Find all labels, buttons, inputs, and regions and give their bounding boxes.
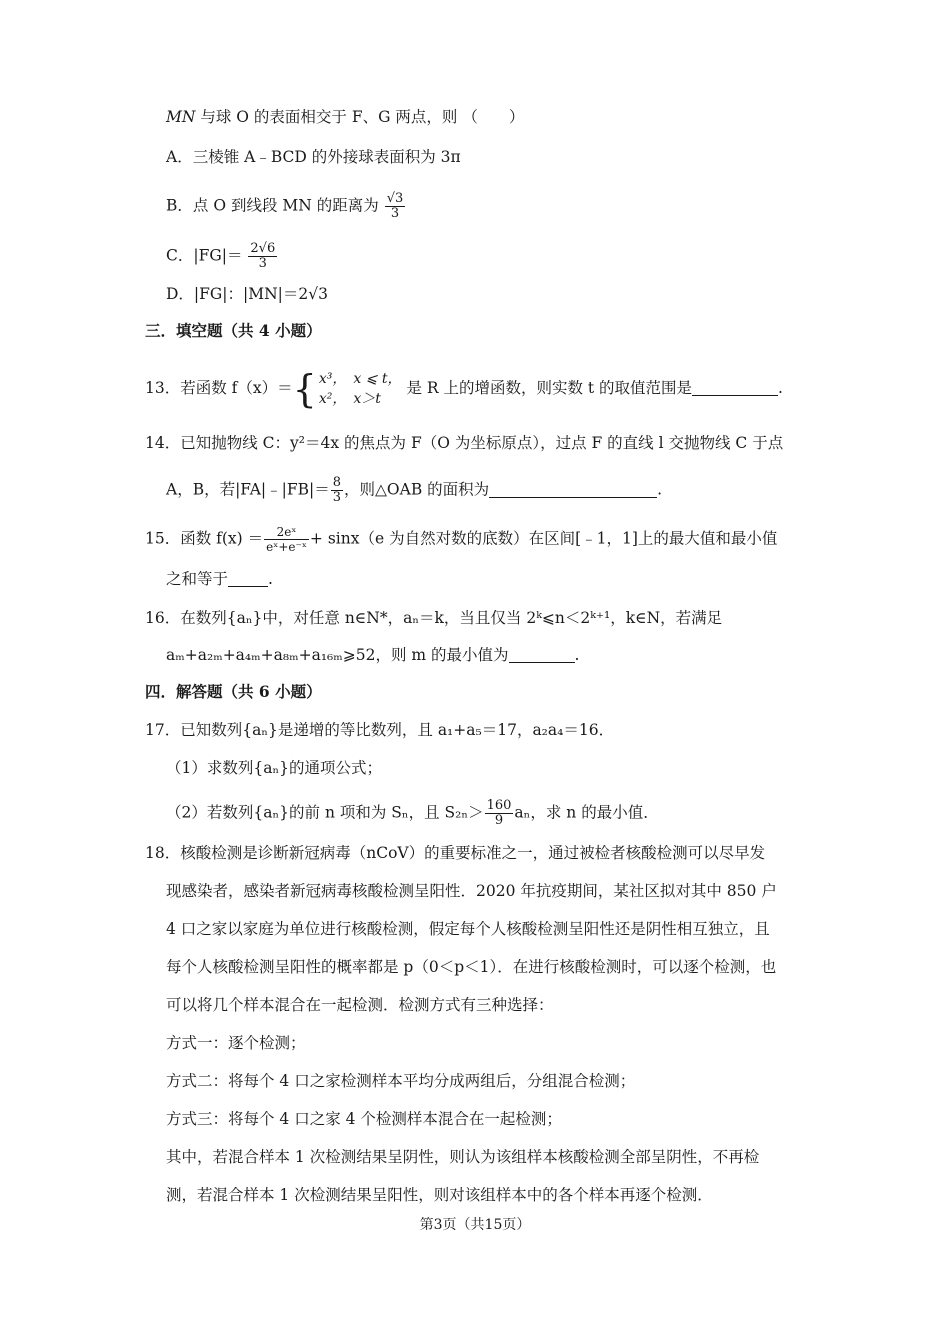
- question-15-line-1: 15．函数 f(x) ＝ $\frac{\text{2eˣ}}{\text{eˣ+e⁻ˣ}}$ + sinx（e 为自然对数的底数）在区间[﹣1，1]上的最大值和最小值: [145, 525, 778, 554]
- question-18-line-10: 测，若混合样本 1 次检测结果呈阳性，则对该组样本中的各个样本再逐个检测．: [166, 1186, 713, 1204]
- q12-option-a: A．三棱锥 A﹣BCD 的外接球表面积为 3π: [166, 148, 461, 166]
- question-18-line-9: 其中，若混合样本 1 次检测结果呈阴性，则认为该组样本核酸检测全部呈阴性，不再检: [166, 1148, 760, 1166]
- question-17-line-1: 17．已知数列{aₙ}是递增的等比数列，且 a₁+a₅＝17，a₂a₄＝16．: [145, 721, 615, 739]
- q16-answer-blank: [509, 646, 575, 663]
- question-18-line-3: 4 口之家以家庭为单位进行核酸检测，假定每个人核酸检测呈阳性还是阴性相互独立，且: [166, 920, 770, 938]
- page-footer: 第3页（共15页）: [419, 1217, 531, 1233]
- question-18-line-5: 可以将几个样本混合在一起检测．检测方式有三种选择：: [166, 996, 554, 1014]
- q13-piecewise: x³， x ⩽ t， x²， x＞t: [318, 371, 402, 407]
- q12-option-d: D．|FG|：|MN|＝2√3: [166, 285, 328, 303]
- q15-fraction: $\frac{\text{2eˣ}}{\text{eˣ+e⁻ˣ}}$: [266, 525, 307, 554]
- q12-option-b: B．点 O 到线段 MN 的距离为 $\frac{√3}{3}$: [166, 191, 404, 221]
- q17-fraction: $\frac{160}{9}$: [486, 798, 512, 828]
- q12-continuation: MN 与球 O 的表面相交于 F、G 两点，则 （ ）: [166, 108, 525, 126]
- question-18-line-4: 每个人核酸检测呈阳性的概率都是 p（0＜p＜1）．在进行核酸检测时，可以逐个检测，也: [166, 958, 777, 976]
- question-16-line-1: 16．在数列{aₙ}中，对任意 n∈N*，aₙ＝k，当且仅当 2ᵏ⩽n＜2ᵏ⁺¹，k∈N，若满足: [145, 609, 723, 627]
- question-18-method-2: 方式二：将每个 4 口之家检测样本平均分成两组后，分组混合检测；: [166, 1072, 636, 1090]
- question-18-method-1: 方式一：逐个检测；: [166, 1034, 306, 1052]
- q15-answer-blank: [228, 570, 268, 587]
- question-18-method-3: 方式三：将每个 4 口之家 4 个检测样本混合在一起检测；: [166, 1110, 562, 1128]
- question-17-part-1: （1）求数列{aₙ}的通项公式；: [166, 759, 383, 777]
- q12-option-c-fraction: $\frac{2√6}{3}$: [250, 241, 276, 271]
- question-18-line-1: 18．核酸检测是诊断新冠病毒（nCoV）的重要标准之一，通过被检者核酸检测可以尽早发: [145, 844, 766, 862]
- q13-answer-blank: [692, 379, 778, 396]
- question-14-line-1: 14．已知抛物线 C：y²＝4x 的焦点为 F（O 为坐标原点），过点 F 的直线 l 交抛物线 C 于点: [145, 434, 784, 452]
- q14-answer-blank: [489, 481, 657, 498]
- question-17-part-2: （2）若数列{aₙ}的前 n 项和为 Sₙ，且 S₂ₙ＞ $\frac{160}{9}$ aₙ，求 n 的最小值．: [166, 798, 659, 828]
- question-15-line-2: 之和等于 .: [166, 570, 273, 588]
- question-18-line-2: 现感染者，感染者新冠病毒核酸检测呈阳性．2020 年抗疫期间，某社区拟对其中 850 户: [166, 882, 777, 900]
- q14-fraction: $\frac{8}{3}$: [332, 475, 342, 505]
- q12-option-b-fraction: $\frac{√3}{3}$: [386, 191, 404, 221]
- question-14-line-2: A，B，若|FA|﹣|FB|＝ $\frac{8}{3}$ ，则△OAB 的面积为 .: [166, 475, 663, 505]
- section-3-title: 三．填空题（共 4 小题）: [145, 321, 322, 340]
- question-13: 13．若函数 f（x）＝{ x³， x ⩽ t， x²， x＞t 是 R 上的增函数，则实数 t 的取值范围是 .: [145, 367, 783, 411]
- section-4-title: 四．解答题（共 6 小题）: [145, 682, 322, 701]
- question-16-line-2: aₘ+a₂ₘ+a₄ₘ+a₈ₘ+a₁₆ₘ⩾52，则 m 的最小值为 .: [166, 646, 580, 664]
- q12-option-c: C．|FG|＝ $\frac{2√6}{3}$: [166, 241, 276, 271]
